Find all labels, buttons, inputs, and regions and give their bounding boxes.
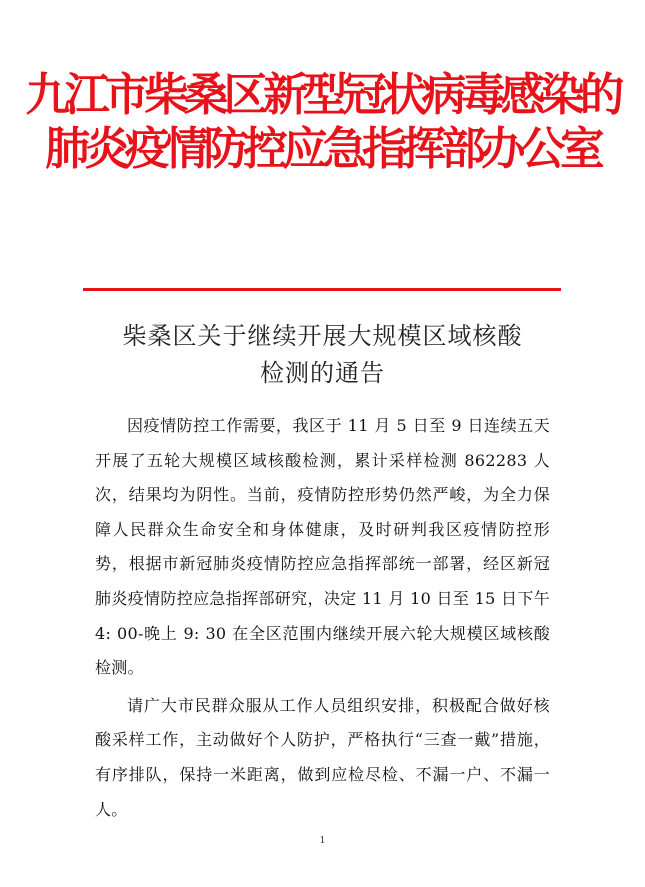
letterhead-line-2: 肺炎疫情防控应急指挥部办公室 [45, 122, 600, 175]
body-paragraph-2: 请广大市民群众服从工作人员组织安排，积极配合做好核酸采样工作，主动做好个人防护，严格执行“三查一戴”措施，有序排队，保持一米距离，做到应检尽检、不漏一户、不漏一人。 [95, 695, 550, 819]
letterhead-line-1: 九江市柴桑区新型冠状病毒感染的 [25, 68, 620, 121]
body-paragraph-1: 因疫情防控工作需要，我区于 11 月 5 日至 9 日连续五天开展了五轮大规模区域核酸检测，累计采样检测 862283 人次，结果均为阴性。当前，疫情防控形势仍然严峻，为全力保障人民群众生命安全和身体健康，及时研判我区疫情防控形势，根据市新冠肺炎疫情防控应急指挥部统一部署，经区新冠肺炎疫情防控应急指挥部研究，决定 11 月 10 日至 15 日下午 4: 00-晚上 9: 30 在全区范围内继续开展六轮大规模区域核酸检测。 [95, 416, 550, 678]
title-line-1: 柴桑区关于继续开展大规模区域核酸 [122, 322, 523, 350]
page-number: 1 [319, 836, 326, 846]
title-line-2: 检测的通告 [260, 359, 385, 387]
document-title [0, 318, 645, 392]
document-body [95, 409, 550, 827]
letterhead-divider [83, 288, 561, 291]
letterhead [0, 68, 645, 176]
